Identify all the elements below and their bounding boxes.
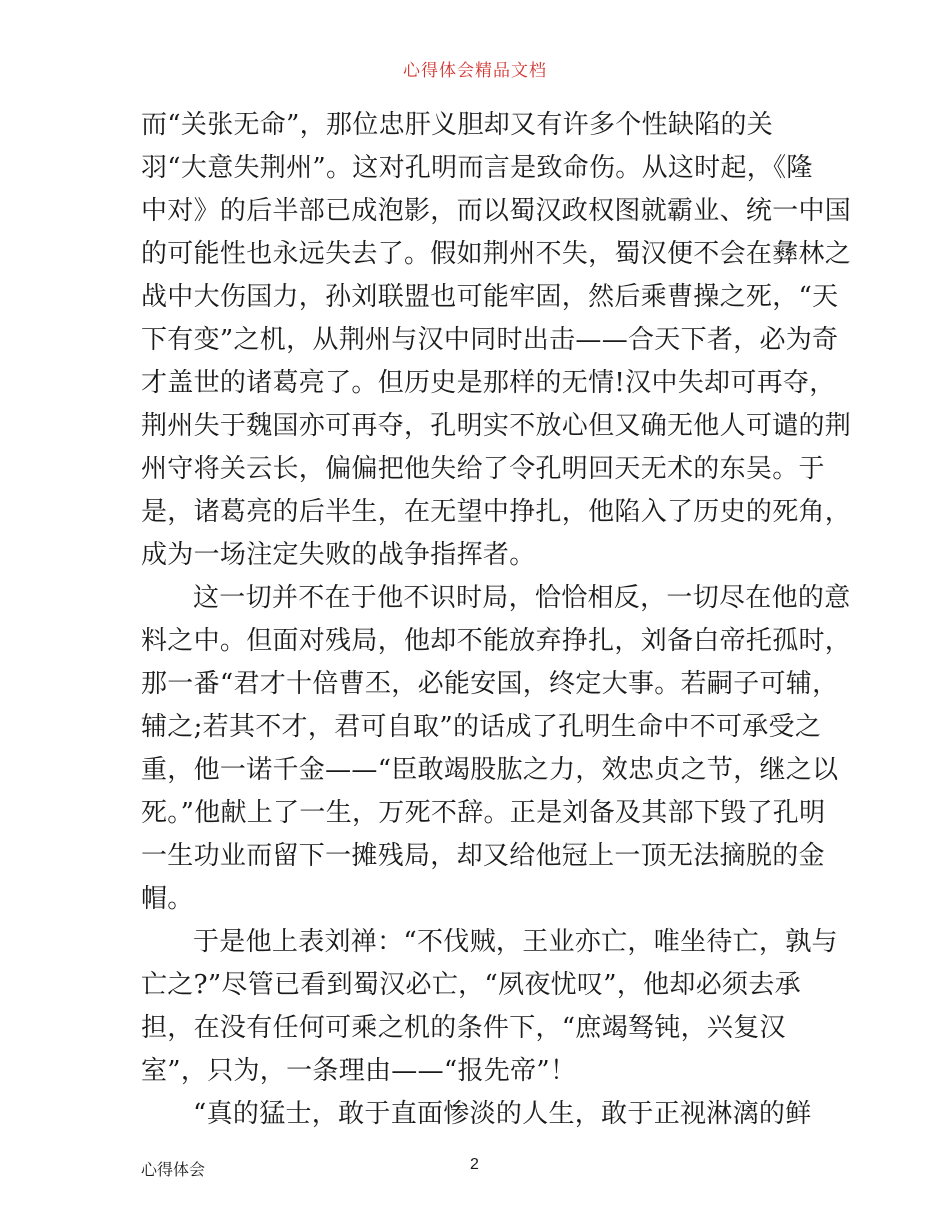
text-line: 荆州失于魏国亦可再夺，孔明实不放心但又确无他人可谴的荆 [141, 411, 852, 441]
text-line: 于是他上表刘禅：“不伐贼，王业亦亡，唯坐待亡，孰与 [193, 927, 838, 957]
text-line: 这一切并不在于他不识时局，恰恰相反，一切尽在他的意 [193, 583, 851, 613]
text-line: 战中大伤国力，孙刘联盟也可能牢固，然后乘曹操之死，“天 [141, 282, 839, 312]
text-line: 担，在没有任何可乘之机的条件下，“庶竭驽钝，兴复汉 [141, 1013, 786, 1043]
text-line: “真的猛士，敢于直面惨淡的人生，敢于正视淋漓的鲜 [193, 1099, 812, 1129]
document-header-title: 心得体会精品文档 [403, 61, 547, 81]
text-line: 而“关张无命”，那位忠肝义胆却又有许多个性缺陷的关 [141, 110, 774, 140]
text-line: 帽。 [141, 884, 194, 914]
text-line: 州守将关云长，偏偏把他失给了令孔明回天无术的东吴。于 [141, 454, 825, 484]
text-line: 是，诸葛亮的后半生，在无望中挣扎，他陷入了历史的死角， [141, 497, 852, 527]
text-line: 成为一场注定失败的战争指挥者。 [141, 540, 536, 570]
text-line: 才盖世的诸葛亮了。但历史是那样的无情!汉中失却可再夺， [141, 368, 836, 398]
text-line: 重，他一诺千金——“臣敢竭股肱之力，效忠贞之节，继之以 [141, 755, 839, 785]
page-number: 2 [470, 1156, 479, 1173]
text-line: 的可能性也永远失去了。假如荆州不失，蜀汉便不会在彝林之 [141, 239, 852, 269]
text-line: 一生功业而留下一摊残局，却又给他冠上一顶无法摘脱的金 [141, 841, 825, 871]
document-body [141, 104, 852, 1136]
text-line: 下有变”之机，从荆州与汉中同时出击——合天下者，必为奇 [141, 325, 839, 355]
text-line: 羽“大意失荆州”。这对孔明而言是致命伤。从这时起，《隆 [141, 153, 813, 183]
text-line: 死。”他献上了一生，万死不辞。正是刘备及其部下毁了孔明 [141, 798, 826, 828]
text-line: 料之中。但面对残局，他却不能放弃挣扎，刘备白帝托孤时， [141, 626, 852, 656]
text-line: 室”，只为，一条理由——“报先帝”！ [141, 1056, 577, 1086]
text-line: 亡之?”尽管已看到蜀汉必亡，“夙夜忧叹”，他却必须去承 [141, 970, 801, 1000]
footer-label: 心得体会 [141, 1160, 206, 1179]
text-line: 中对》的后半部已成泡影，而以蜀汉政权图就霸业、统一中国 [141, 196, 852, 226]
text-line: 辅之;若其不才，君可自取”的话成了孔明生命中不可承受之 [141, 712, 822, 742]
text-line: 那一番“君才十倍曹丕，必能安国，终定大事。若嗣子可辅， [141, 669, 839, 699]
